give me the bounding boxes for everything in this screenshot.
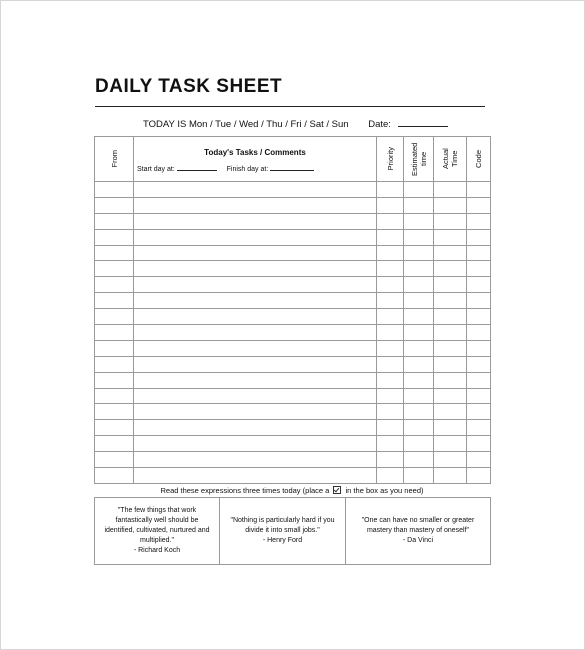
cell-actual[interactable] [434, 340, 467, 356]
quotes-table [94, 497, 491, 565]
cell-code[interactable] [467, 340, 491, 356]
cell-priority[interactable] [377, 197, 404, 213]
cell-task[interactable] [134, 340, 377, 356]
cell-actual[interactable] [434, 213, 467, 229]
table-row [95, 404, 491, 420]
cell-estimated[interactable] [404, 404, 434, 420]
col-header-estimated [404, 137, 434, 182]
quote-box[interactable] [95, 498, 220, 565]
table-row [95, 452, 491, 468]
cell-from[interactable] [95, 309, 134, 325]
cell-from[interactable] [95, 261, 134, 277]
cell-actual[interactable] [434, 261, 467, 277]
cell-estimated[interactable] [404, 261, 434, 277]
table-row [95, 356, 491, 372]
cell-code[interactable] [467, 356, 491, 372]
table-row [95, 213, 491, 229]
cell-code[interactable] [467, 197, 491, 213]
cell-priority[interactable] [377, 388, 404, 404]
table-row [95, 340, 491, 356]
cell-from[interactable] [95, 356, 134, 372]
cell-task[interactable] [134, 356, 377, 372]
cell-estimated[interactable] [404, 213, 434, 229]
cell-priority[interactable] [377, 356, 404, 372]
cell-estimated[interactable] [404, 309, 434, 325]
cell-task[interactable] [134, 452, 377, 468]
cell-task[interactable] [134, 293, 377, 309]
cell-task[interactable] [134, 372, 377, 388]
quote-author: - Richard Koch [133, 547, 181, 554]
cell-actual[interactable] [434, 325, 467, 341]
table-row [95, 309, 491, 325]
cell-code[interactable] [467, 261, 491, 277]
cell-actual[interactable] [434, 277, 467, 293]
cell-from[interactable] [95, 277, 134, 293]
cell-priority[interactable] [377, 420, 404, 436]
table-row [95, 293, 491, 309]
cell-estimated[interactable] [404, 372, 434, 388]
cell-actual[interactable] [434, 229, 467, 245]
cell-actual[interactable] [434, 420, 467, 436]
cell-from[interactable] [95, 340, 134, 356]
cell-actual[interactable] [434, 388, 467, 404]
cell-from[interactable] [95, 182, 134, 198]
table-row [95, 468, 491, 484]
instructions [94, 486, 490, 495]
cell-task[interactable] [134, 261, 377, 277]
cell-code[interactable] [467, 229, 491, 245]
cell-priority[interactable] [377, 213, 404, 229]
cell-code[interactable] [467, 245, 491, 261]
task-rows [95, 182, 491, 484]
cell-priority[interactable] [377, 325, 404, 341]
cell-from[interactable] [95, 420, 134, 436]
cell-actual[interactable] [434, 245, 467, 261]
cell-actual[interactable] [434, 372, 467, 388]
cell-code[interactable] [467, 388, 491, 404]
cell-actual[interactable] [434, 436, 467, 452]
cell-actual[interactable] [434, 356, 467, 372]
cell-priority[interactable] [377, 261, 404, 277]
quote-box[interactable] [346, 498, 491, 565]
cell-from[interactable] [95, 452, 134, 468]
col-from-label: From [109, 150, 119, 168]
instructions-before: Read these expressions three times today (place a [160, 486, 330, 495]
cell-estimated[interactable] [404, 245, 434, 261]
cell-task[interactable] [134, 468, 377, 484]
title-rule [95, 106, 485, 107]
col-header-actual [434, 137, 467, 182]
task-table [94, 136, 491, 484]
cell-actual[interactable] [434, 309, 467, 325]
quote-box[interactable] [220, 498, 346, 565]
cell-from[interactable] [95, 245, 134, 261]
cell-from[interactable] [95, 213, 134, 229]
cell-priority[interactable] [377, 372, 404, 388]
today-label: TODAY IS [143, 119, 187, 130]
cell-actual[interactable] [434, 468, 467, 484]
cell-estimated[interactable] [404, 182, 434, 198]
finish-time-field[interactable] [270, 163, 314, 171]
task-table-header [95, 137, 491, 182]
table-row [95, 388, 491, 404]
cell-estimated[interactable] [404, 325, 434, 341]
cell-from[interactable] [95, 468, 134, 484]
table-row [95, 420, 491, 436]
col-priority-label: Priority [385, 147, 395, 171]
cell-code[interactable] [467, 420, 491, 436]
cell-actual[interactable] [434, 404, 467, 420]
cell-priority[interactable] [377, 309, 404, 325]
table-row [95, 182, 491, 198]
cell-code[interactable] [467, 293, 491, 309]
cell-priority[interactable] [377, 293, 404, 309]
cell-task[interactable] [134, 277, 377, 293]
cell-task[interactable] [134, 245, 377, 261]
cell-estimated[interactable] [404, 293, 434, 309]
col-tasks-title: Today's Tasks / Comments [204, 148, 306, 157]
cell-priority[interactable] [377, 404, 404, 420]
cell-task[interactable] [134, 325, 377, 341]
cell-code[interactable] [467, 213, 491, 229]
table-row [95, 325, 491, 341]
quote-author: - Henry Ford [262, 537, 303, 544]
weekday-options: Mon / Tue / Wed / Thu / Fri / Sat / Sun [188, 119, 349, 130]
cell-task[interactable] [134, 404, 377, 420]
page-title: DAILY TASK SHEET [95, 76, 283, 97]
cell-code[interactable] [467, 436, 491, 452]
finish-label: Finish day at: [226, 166, 269, 173]
cell-task[interactable] [134, 436, 377, 452]
cell-estimated[interactable] [404, 356, 434, 372]
instructions-after: in the box as you need) [345, 486, 424, 495]
table-row [95, 277, 491, 293]
quote-author: - Da Vinci [402, 537, 434, 544]
cell-from[interactable] [95, 436, 134, 452]
cell-priority[interactable] [377, 245, 404, 261]
cell-priority[interactable] [377, 229, 404, 245]
cell-actual[interactable] [434, 293, 467, 309]
start-label: Start day at: [137, 166, 175, 173]
cell-from[interactable] [95, 325, 134, 341]
start-time-field[interactable] [177, 163, 217, 171]
cell-estimated[interactable] [404, 229, 434, 245]
cell-priority[interactable] [377, 468, 404, 484]
day-line [143, 117, 448, 130]
cell-task[interactable] [134, 182, 377, 198]
col-estimated-label: Estimated time [409, 142, 428, 176]
cell-priority[interactable] [377, 340, 404, 356]
table-row [95, 436, 491, 452]
cell-code[interactable] [467, 452, 491, 468]
cell-from[interactable] [95, 388, 134, 404]
col-code-label: Code [474, 150, 483, 168]
cell-code[interactable] [467, 404, 491, 420]
cell-from[interactable] [95, 372, 134, 388]
cell-code[interactable] [467, 468, 491, 484]
cell-task[interactable] [134, 420, 377, 436]
date-label: Date: [368, 119, 391, 130]
checkbox-icon [333, 486, 341, 494]
cell-code[interactable] [467, 277, 491, 293]
cell-from[interactable] [95, 197, 134, 213]
table-row [95, 372, 491, 388]
cell-code[interactable] [467, 309, 491, 325]
col-header-code [467, 137, 491, 182]
cell-estimated[interactable] [404, 452, 434, 468]
cell-priority[interactable] [377, 436, 404, 452]
quote-text: "The few things that work fantastically well should be identified, cultivated, nurtured and multiplied." [104, 507, 210, 544]
col-header-tasks [134, 137, 377, 182]
col-header-priority [377, 137, 404, 182]
cell-task[interactable] [134, 388, 377, 404]
cell-estimated[interactable] [404, 277, 434, 293]
cell-actual[interactable] [434, 197, 467, 213]
table-row [95, 245, 491, 261]
cell-estimated[interactable] [404, 340, 434, 356]
date-field[interactable] [398, 117, 448, 127]
table-row [95, 229, 491, 245]
cell-estimated[interactable] [404, 436, 434, 452]
cell-priority[interactable] [377, 182, 404, 198]
quote-text: "Nothing is particularly hard if you divide it into small jobs." [230, 517, 335, 534]
table-row [95, 261, 491, 277]
cell-from[interactable] [95, 404, 134, 420]
cell-task[interactable] [134, 229, 377, 245]
col-actual-label: Actual Time [441, 148, 459, 170]
col-header-from [95, 137, 134, 182]
table-row [95, 197, 491, 213]
cell-task[interactable] [134, 197, 377, 213]
start-finish-line [137, 163, 376, 173]
cell-code[interactable] [467, 325, 491, 341]
cell-actual[interactable] [434, 182, 467, 198]
cell-from[interactable] [95, 293, 134, 309]
cell-code[interactable] [467, 372, 491, 388]
cell-task[interactable] [134, 309, 377, 325]
quote-text: "One can have no smaller or greater mastery than mastery of oneself" [361, 517, 475, 534]
cell-from[interactable] [95, 229, 134, 245]
cell-estimated[interactable] [404, 420, 434, 436]
cell-estimated[interactable] [404, 388, 434, 404]
cell-estimated[interactable] [404, 197, 434, 213]
cell-code[interactable] [467, 182, 491, 198]
cell-estimated[interactable] [404, 468, 434, 484]
cell-actual[interactable] [434, 452, 467, 468]
cell-task[interactable] [134, 213, 377, 229]
cell-priority[interactable] [377, 452, 404, 468]
cell-priority[interactable] [377, 277, 404, 293]
